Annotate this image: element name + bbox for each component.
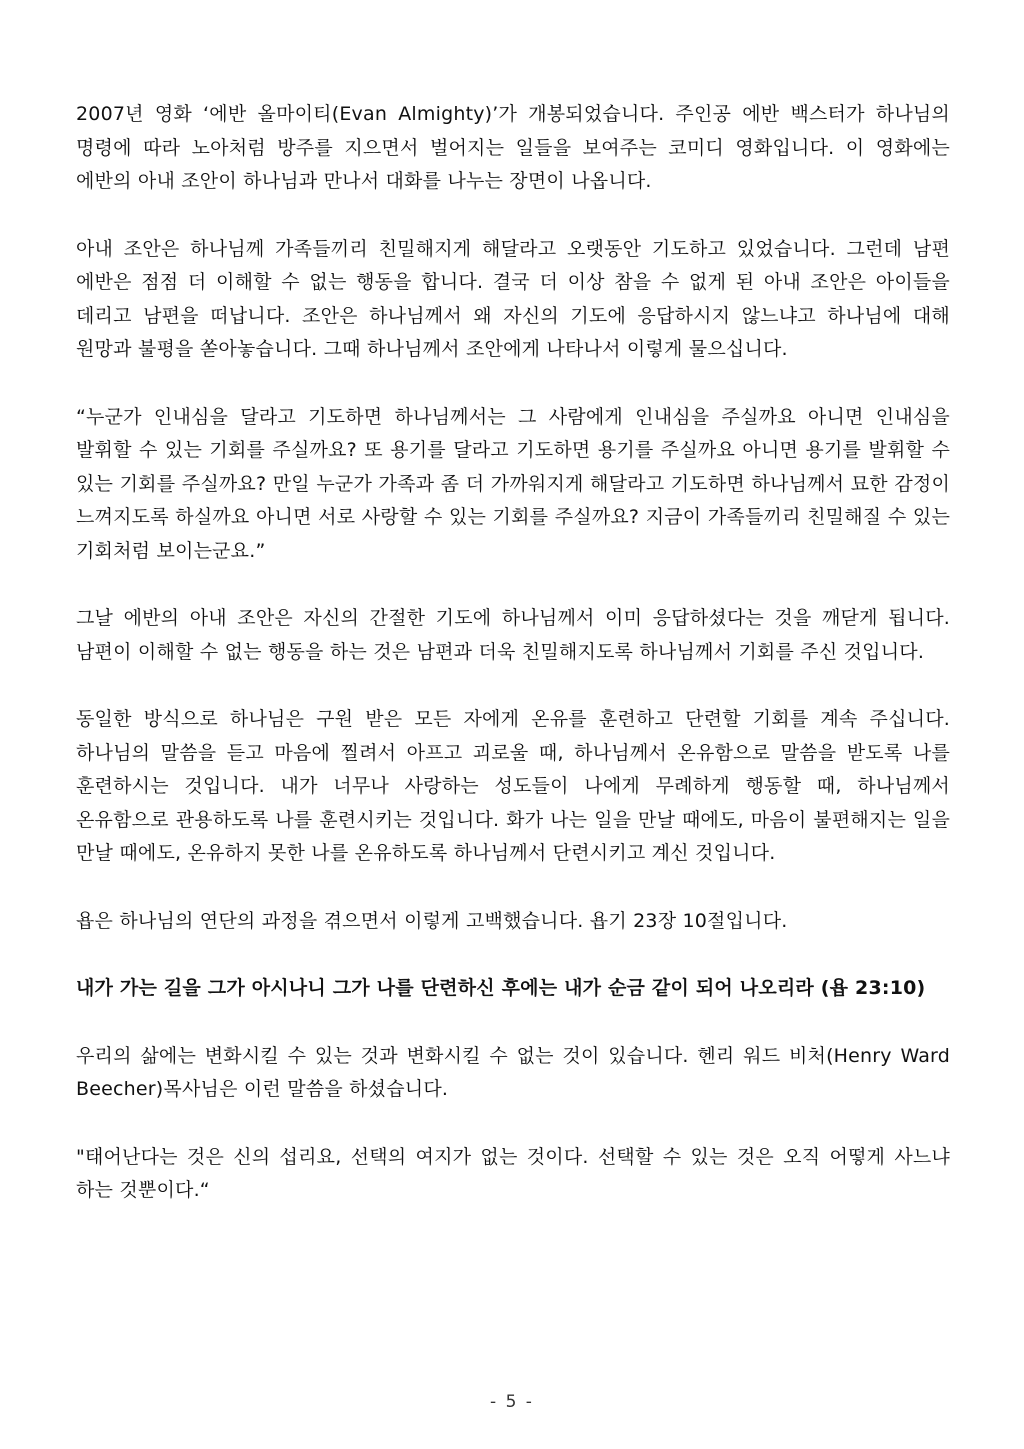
paragraph-evan-almighty-intro: 2007년 영화 ‘에반 올마이티(Evan Almighty)’가 개봉되었습니다. 주인공 에반 백스터가 하나님의 명령에 따라 노아처럼 방주를 지으면서 벌어지는 일들을 보여주는 코미디 영화입니다. 이 영화에는 에반의 아내 조안이 하나님과 만나서 대화를 나누는 장면이 나옵니다. [76,103,950,192]
paragraph-job-confession-intro: 욥은 하나님의 연단의 과정을 겪으면서 이렇게 고백했습니다. 욥기 23장 10절입니다. [76,909,788,932]
paragraph-beecher-quote: "태어난다는 것은 신의 섭리요, 선택의 여지가 없는 것이다. 선택할 수 있는 것은 오직 어떻게 사느냐 하는 것뿐이다.“ [76,1145,950,1201]
scripture-quote-job-23-10: 내가 가는 길을 그가 아시나니 그가 나를 단련하신 후에는 내가 순금 같이 되어 나오리라 (욥 23:10) [76,977,926,999]
paragraph-joan-realization: 그날 에반의 아내 조안은 자신의 간절한 기도에 하나님께서 이미 응답하셨다는 것을 깨닫게 됩니다. 남편이 이해할 수 없는 행동을 하는 것은 남편과 더욱 친밀해지도록 하나님께서 기회를 주신 것입니다. [76,607,950,663]
page-number: - 5 - [490,1392,534,1412]
paragraph-joan-prayer: 아내 조안은 하나님께 가족들끼리 친밀해지게 해달라고 오랫동안 기도하고 있었습니다. 그런데 남편 에반은 점점 더 이해할 수 없는 행동을 합니다. 결국 더 이상 참을 수 없게 된 아내 조안은 아이들을 데리고 남편을 떠납니다. 조안은 하나님께서 왜 자신의 기도에 응답하시지 않느냐고 하나님에 대해 원망과 불평을 쏟아놓습니다. 그때 하나님께서 조안에게 나타나서 이렇게 물으십니다. [76,237,950,360]
document-body [76,98,950,1242]
paragraph-god-quote: “누군가 인내심을 달라고 기도하면 하나님께서는 그 사람에게 인내심을 주실까요 아니면 인내심을 발휘할 수 있는 기회를 주실까요? 또 용기를 달라고 기도하면 용기를 주실까요 아니면 용기를 발휘할 수 있는 기회를 주실까요? 만일 누군가 가족과 좀 더 가까워지게 해달라고 기도하면 하나님께서 묘한 감정이 느껴지도록 하실까요 아니면 서로 사랑할 수 있는 기회를 주실까요? 지금이 가족들끼리 친밀해질 수 있는 기회처럼 보이는군요.” [76,405,950,562]
paragraph-meekness-training: 동일한 방식으로 하나님은 구원 받은 모든 자에게 온유를 훈련하고 단련할 기회를 계속 주십니다. 하나님의 말씀을 듣고 마음에 찔려서 아프고 괴로울 때, 하나님께서 온유함으로 말씀을 받도록 나를 훈련하시는 것입니다. 내가 너무나 사랑하는 성도들이 나에게 무례하게 행동할 때, 하나님께서 온유함으로 관용하도록 나를 훈련시키는 것입니다. 화가 나는 일을 만날 때에도, 마음이 불편해지는 일을 만날 때에도, 온유하지 못한 나를 온유하도록 하나님께서 단련시키고 계신 것입니다. [76,708,950,864]
paragraph-beecher-intro: 우리의 삶에는 변화시킬 수 있는 것과 변화시킬 수 없는 것이 있습니다. 헨리 워드 비처(Henry Ward Beecher)목사님은 이런 말씀을 하셨습니다. [76,1044,950,1100]
